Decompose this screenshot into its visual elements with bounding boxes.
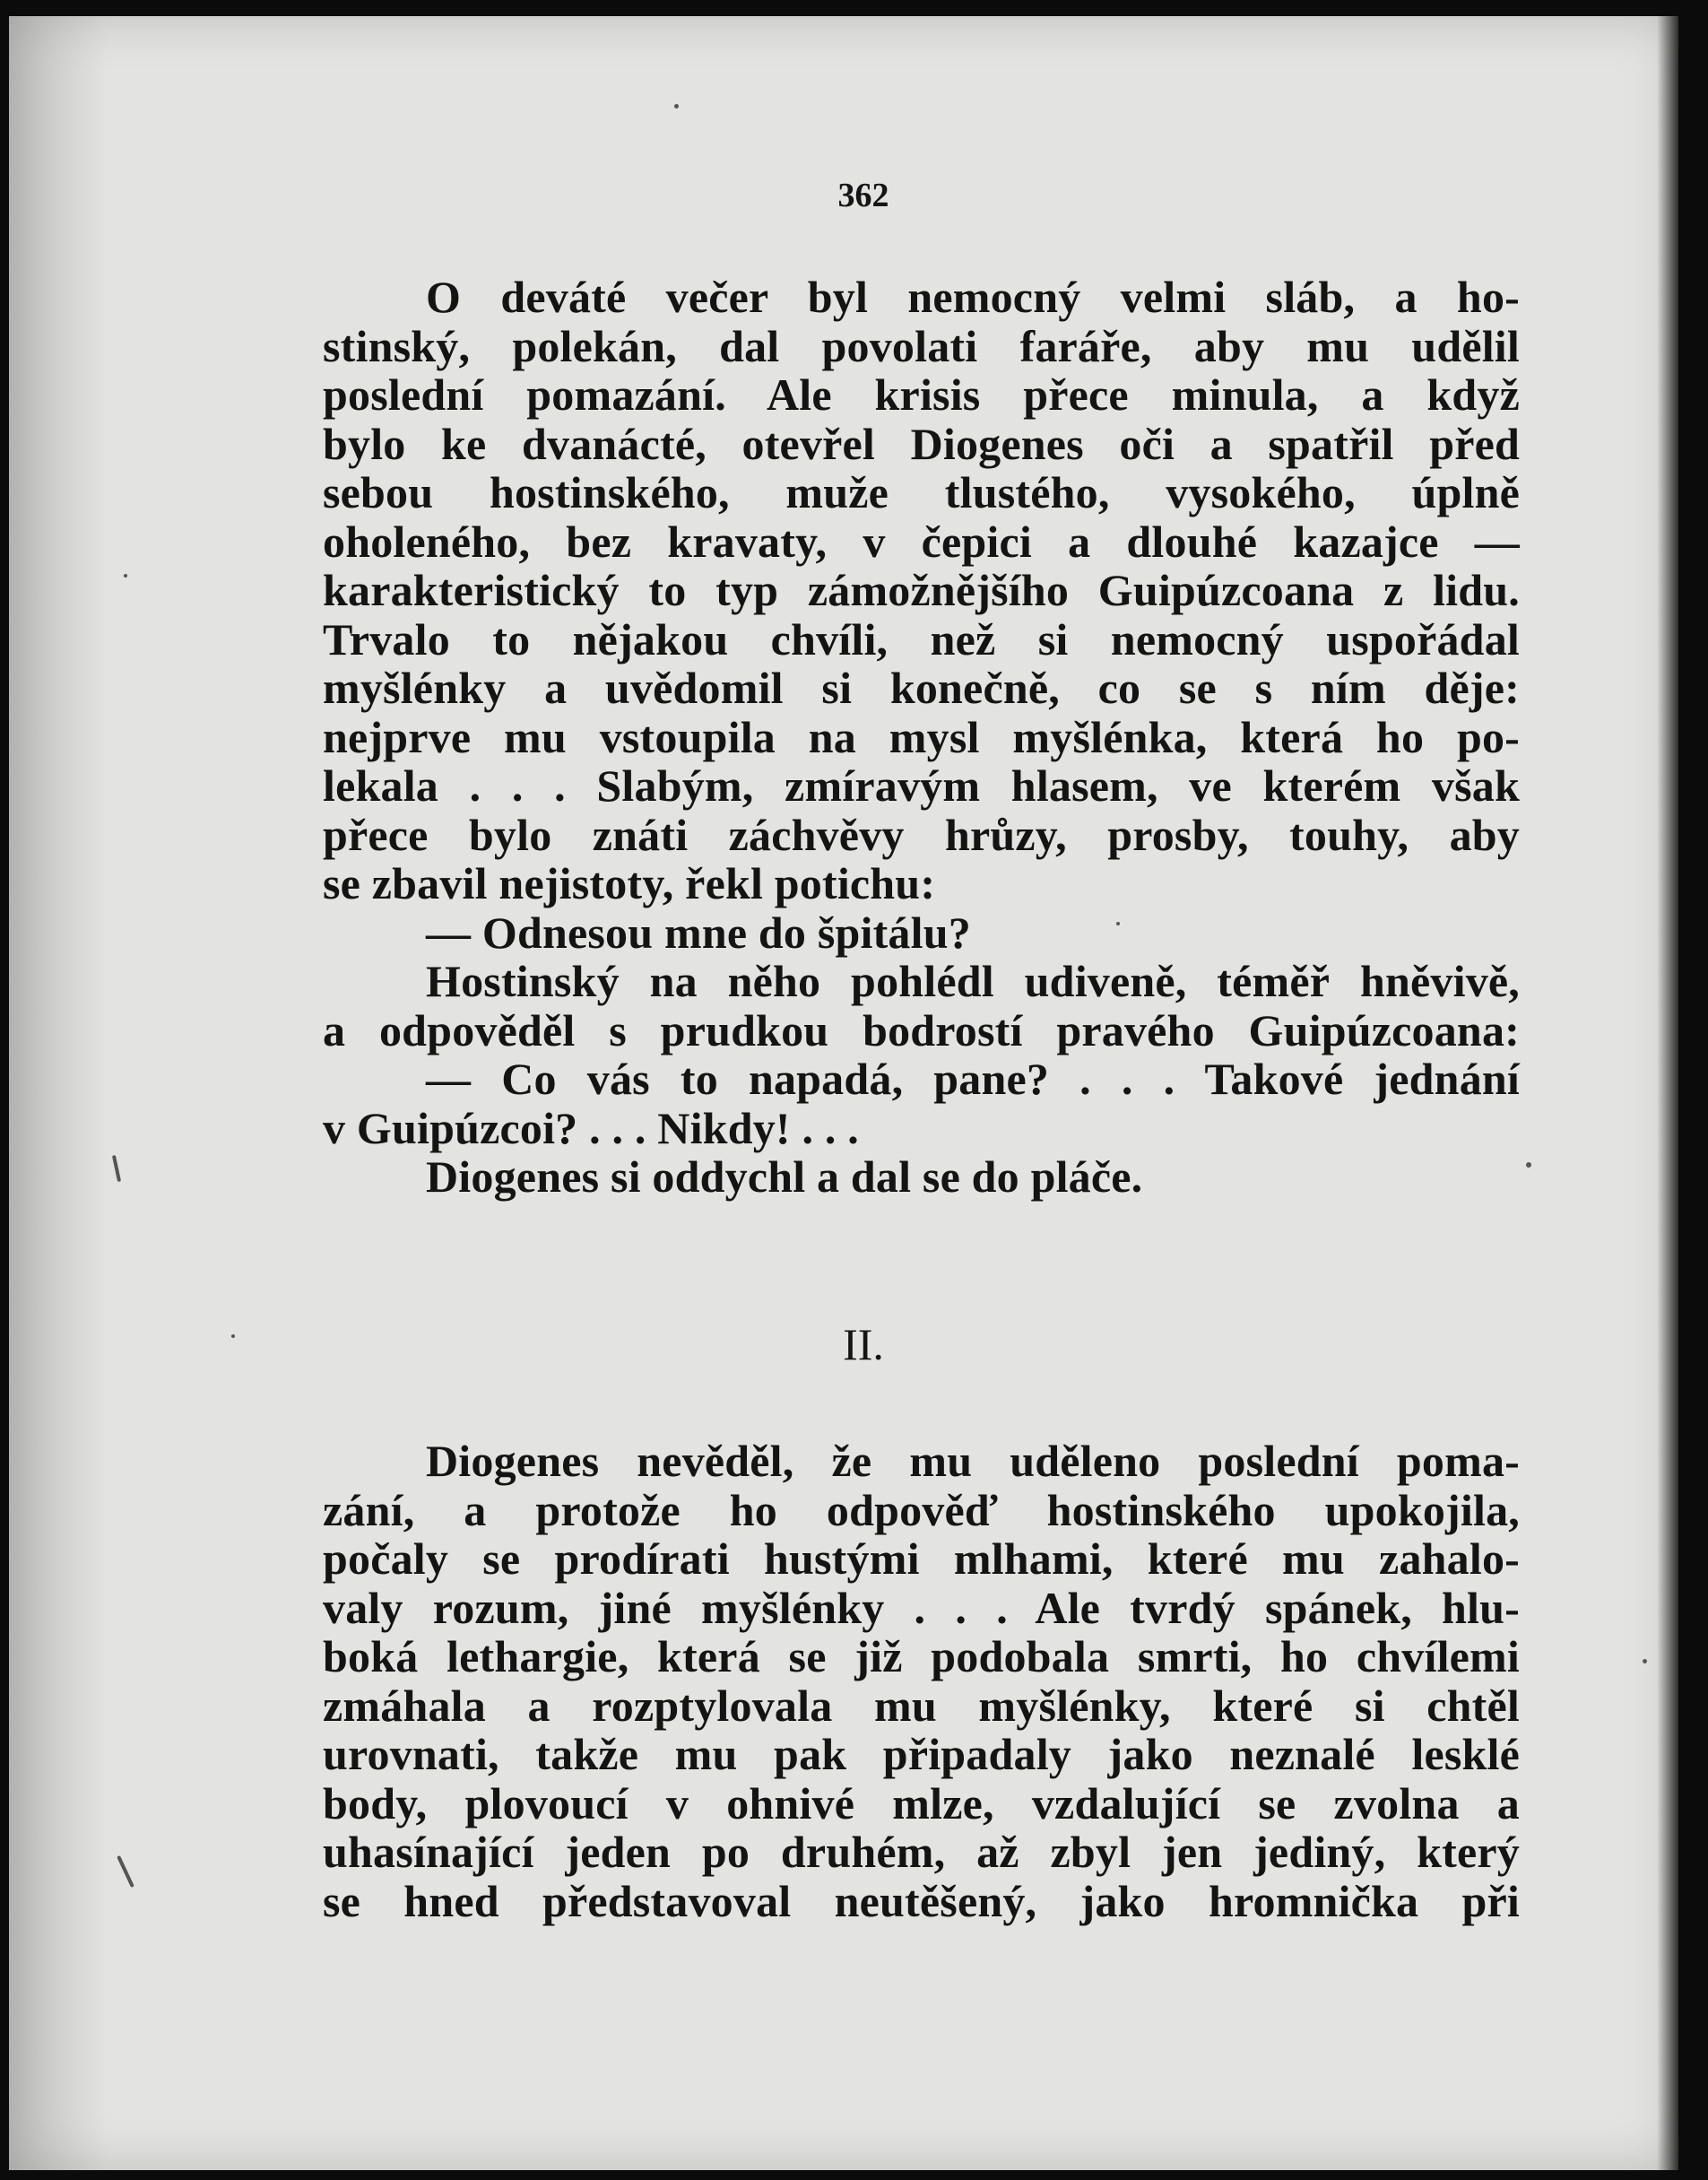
dialogue-line: v Guipúzcoi? . . . Nikdy! . . . [323, 1102, 859, 1153]
text-line: boká lethargie, která se již podobala smrti, ho chvílemi [323, 1631, 1520, 1681]
text-line: přece bylo znáti záchvěvy hrůzy, prosby, touhy, aby [323, 809, 1520, 860]
scan-speck [1526, 1162, 1531, 1168]
text-line: myšlénky a uvědomil si konečně, co se s ním děje: [323, 663, 1520, 713]
text-line: sebou hostinského, muže tlustého, vysokého, úplně [323, 467, 1520, 517]
text-line: se hned představoval neutěšený, jako hromnička při [323, 1875, 1520, 1926]
text-line: lekala . . . Slabým, zmíravým hlasem, ve kterém však [323, 760, 1520, 811]
text-line: a odpověděl s prudkou bodrostí pravého Guipúzcoana: [323, 1004, 1520, 1055]
scan-speck [231, 1334, 235, 1338]
scan-speck [674, 104, 679, 109]
dialogue-line: — Co vás to napadá, pane? . . . Takové jednání [426, 1054, 1520, 1104]
text-line: Diogenes si oddychl a dal se do pláče. [426, 1151, 1143, 1202]
text-line: počaly se prodírati hustými mlhami, které mu zahalo- [323, 1533, 1520, 1584]
text-line: zmáhala a rozptylovala mu myšlénky, které si chtěl [323, 1680, 1520, 1731]
text-line: valy rozum, jiné myšlénky . . . Ale tvrdý spánek, hlu- [323, 1582, 1520, 1633]
scan-speck [1643, 1659, 1647, 1663]
text-line: se zbavil nejistoty, řekl potichu: [323, 858, 936, 908]
text-line: bylo ke dvanácté, otevřel Diogenes oči a spatřil před [323, 418, 1520, 469]
text-line: uhasínající jeden po druhém, až zbyl jen jediný, který [323, 1827, 1520, 1877]
text-line: nejprve mu vstoupila na mysl myšlénka, která ho po- [323, 711, 1520, 762]
text-line: stinský, polekán, dal povolati faráře, aby mu udělil [323, 320, 1520, 371]
text-line: poslední pomazání. Ale krisis přece minula, a když [323, 369, 1520, 420]
text-line: urovnati, takže mu pak připadaly jako neznalé lesklé [323, 1729, 1520, 1779]
text-line: karakteristický to typ zámožnějšího Guipúzcoana z lidu. [323, 565, 1520, 615]
text-line: Hostinský na něho pohlédl udiveně, téměř hněvivě, [426, 956, 1520, 1006]
book-page [9, 16, 1678, 2170]
scan-speck [124, 574, 127, 578]
text-line: Trvalo to nějakou chvíli, než si nemocný uspořádal [323, 613, 1520, 664]
text-line: Diogenes nevěděl, že mu uděleno poslední poma- [426, 1436, 1520, 1486]
text-line: O deváté večer byl nemocný velmi sláb, a ho- [426, 272, 1520, 322]
text-line: body, plovoucí v ohnivé mlze, vzdalující se zvolna a [323, 1777, 1520, 1828]
scan-speck [1116, 922, 1120, 925]
scan-speck [112, 1155, 121, 1182]
section-heading: II. [843, 1319, 884, 1369]
text-line: zání, a protože ho odpověď hostinského upokojila, [323, 1484, 1520, 1535]
dialogue-line: — Odnesou mne do špitálu? [426, 907, 971, 958]
paragraph-2 [323, 1437, 1520, 1925]
scan-speck [117, 1855, 134, 1888]
page-number: 362 [837, 177, 889, 214]
paragraph-1 [323, 273, 1520, 1202]
text-line: oholeného, bez kravaty, v čepici a dlouhé kazajce — [323, 516, 1520, 567]
